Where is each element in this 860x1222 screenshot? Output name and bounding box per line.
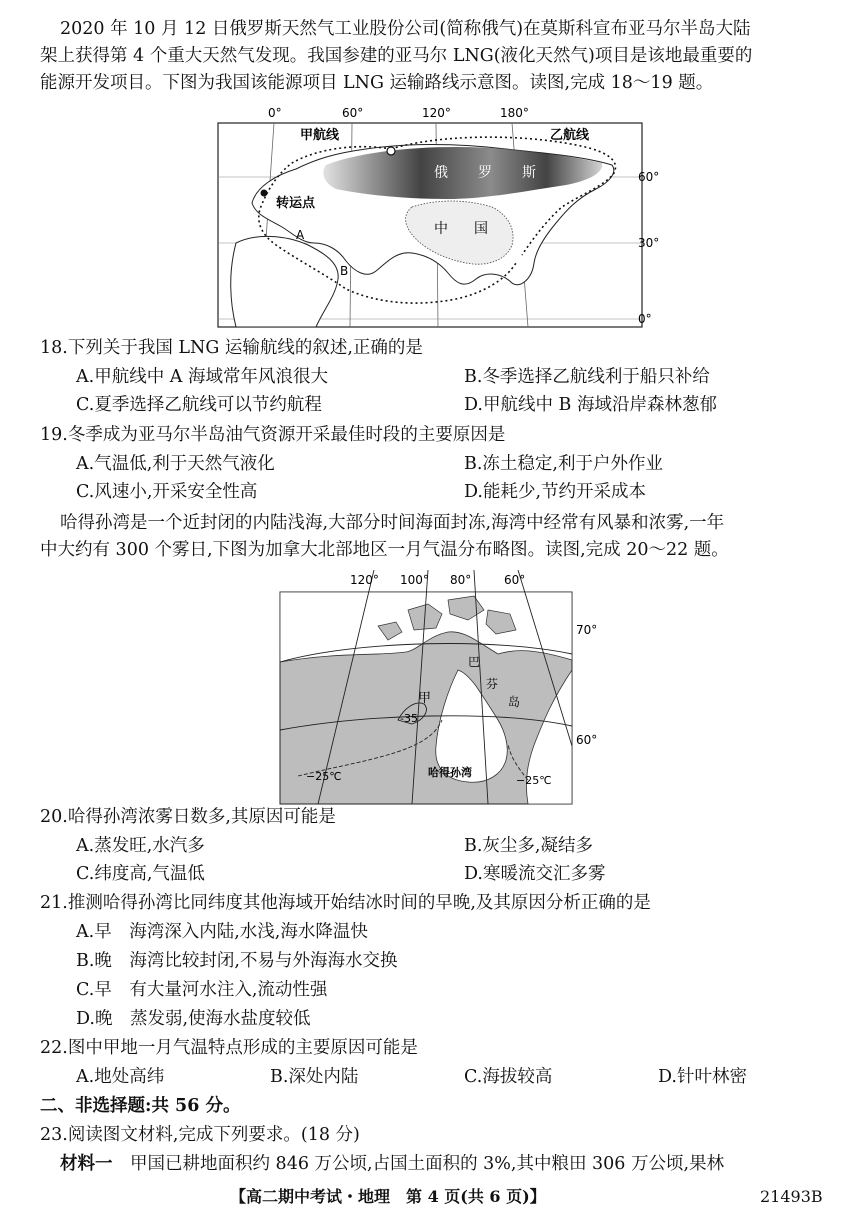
q21-option-b: B.晚 海湾比较封闭,不易与外海海水交换: [76, 951, 398, 971]
q19-stem: 19.冬季成为亚马尔半岛油气资源开采最佳时段的主要原因是: [40, 425, 506, 445]
q18-option-a: A.甲航线中 A 海域常年风浪很大: [76, 367, 328, 387]
lat-label: 70°: [576, 623, 598, 637]
material-1-text: 甲国已耕地面积约 846 万公顷,占国土面积的 3%,其中粮田 306 万公顷,果林: [112, 1154, 725, 1174]
q20-stem: 20.哈得孙湾浓雾日数多,其原因可能是: [40, 807, 336, 827]
q18-option-b: B.冬季选择乙航线利于船只补给: [464, 367, 710, 387]
intro-line-2: 架上获得第 4 个重大天然气发现。我国参建的亚马尔 LNG(液化天然气)项目是该地最重要的: [40, 46, 753, 66]
q22-option-a: A.地处高纬: [76, 1067, 165, 1087]
lat-label: 0°: [638, 312, 652, 326]
lon-label: 100°: [400, 573, 429, 587]
transfer-point-marker: [261, 190, 268, 197]
isotherm-35-label: -35: [400, 712, 418, 725]
route-yi-label: 乙航线: [550, 128, 590, 143]
transfer-point-label: 转运点: [276, 196, 316, 211]
lon-label: 0°: [268, 106, 282, 120]
lon-label: 80°: [450, 573, 472, 587]
lat-label: 30°: [638, 236, 660, 250]
sea-a-label: A: [296, 228, 305, 242]
lng-route-map-svg: [216, 103, 660, 329]
q20-option-d: D.寒暖流交汇多雾: [464, 864, 606, 884]
q21-option-a: A.早 海湾深入内陆,水浅,海水降温快: [76, 922, 368, 942]
point-jia-label: 甲: [418, 691, 432, 706]
lon-label: 120°: [422, 106, 451, 120]
isotherm-25-left-label: −25℃: [306, 770, 342, 783]
baffin-char-1: 巴: [468, 655, 481, 669]
q21-stem: 21.推测哈得孙湾比同纬度其他海域开始结冰时间的早晚,及其原因分析正确的是: [40, 893, 651, 913]
q21-option-d: D.晚 蒸发弱,使海水盐度较低: [76, 1009, 311, 1029]
hudson-bay-label: 哈得孙湾: [428, 766, 472, 779]
lon-label: 180°: [500, 106, 529, 120]
baffin-char-2: 芬: [486, 677, 499, 691]
q23-stem: 23.阅读图文材料,完成下列要求。(18 分): [40, 1125, 360, 1145]
baffin-char-3: 岛: [508, 695, 521, 709]
q19-option-c: C.风速小,开采安全性高: [76, 482, 258, 502]
lon-label: 60°: [342, 106, 364, 120]
intro-line-3: 能源开发项目。下图为我国该能源项目 LNG 运输路线示意图。读图,完成 18～19 题。: [40, 73, 714, 93]
page-footer: 【高二期中考试・地理 第 4 页(共 6 页)】: [230, 1187, 546, 1206]
isotherm-25-right-label: −25℃: [516, 774, 552, 787]
q20-option-a: A.蒸发旺,水汽多: [76, 836, 205, 856]
lat-label: 60°: [638, 170, 660, 184]
yamal-port: [387, 147, 395, 155]
q20-option-c: C.纬度高,气温低: [76, 864, 205, 884]
q20-option-b: B.灰尘多,凝结多: [464, 836, 593, 856]
china-char-2: 国: [474, 221, 488, 237]
q22-stem: 22.图中甲地一月气温特点形成的主要原因可能是: [40, 1038, 418, 1058]
lon-label: 60°: [504, 573, 526, 587]
q18-stem: 18.下列关于我国 LNG 运输航线的叙述,正确的是: [40, 338, 423, 358]
q19-option-a: A.气温低,利于天然气液化: [76, 454, 275, 474]
canada-temperature-map: [278, 570, 600, 806]
q21-option-c: C.早 有大量河水注入,流动性强: [76, 980, 328, 1000]
lng-route-map: [216, 103, 660, 329]
q23-material-1: [60, 1153, 724, 1175]
intro2-line-1: 哈得孙湾是一个近封闭的内陆浅海,大部分时间海面封冻,海湾中经常有风暴和浓雾,一年: [60, 513, 725, 533]
section-heading: 二、非选择题:共 56 分。: [40, 1096, 241, 1116]
canada-temperature-map-svg: [278, 570, 600, 806]
russia-char-1: 俄: [434, 165, 448, 181]
lat-label: 60°: [576, 733, 598, 747]
q22-option-c: C.海拔较高: [464, 1067, 553, 1087]
intro2-line-2: 中大约有 300 个雾日,下图为加拿大北部地区一月气温分布略图。读图,完成 20～22 题。: [40, 540, 729, 560]
material-1-label: 材料一: [60, 1154, 113, 1174]
q19-option-d: D.能耗少,节约开采成本: [464, 482, 647, 502]
q18-option-c: C.夏季选择乙航线可以节约航程: [76, 395, 322, 415]
q22-option-d: D.针叶林密: [658, 1067, 747, 1087]
route-jia-label: 甲航线: [300, 128, 340, 143]
russia-char-2: 罗: [478, 165, 492, 181]
lon-label: 120°: [350, 573, 379, 587]
q18-option-d: D.甲航线中 B 海域沿岸森林葱郁: [464, 395, 717, 415]
intro-line-1: 2020 年 10 月 12 日俄罗斯天然气工业股份公司(简称俄气)在莫斯科宣布亚马尔半岛大陆: [60, 19, 751, 39]
china-char-1: 中: [434, 221, 448, 237]
sea-b-label: B: [340, 264, 349, 278]
q19-option-b: B.冻土稳定,利于户外作业: [464, 454, 663, 474]
q22-option-b: B.深处内陆: [270, 1067, 359, 1087]
paper-code: 21493B: [760, 1187, 823, 1206]
russia-char-3: 斯: [522, 165, 536, 181]
